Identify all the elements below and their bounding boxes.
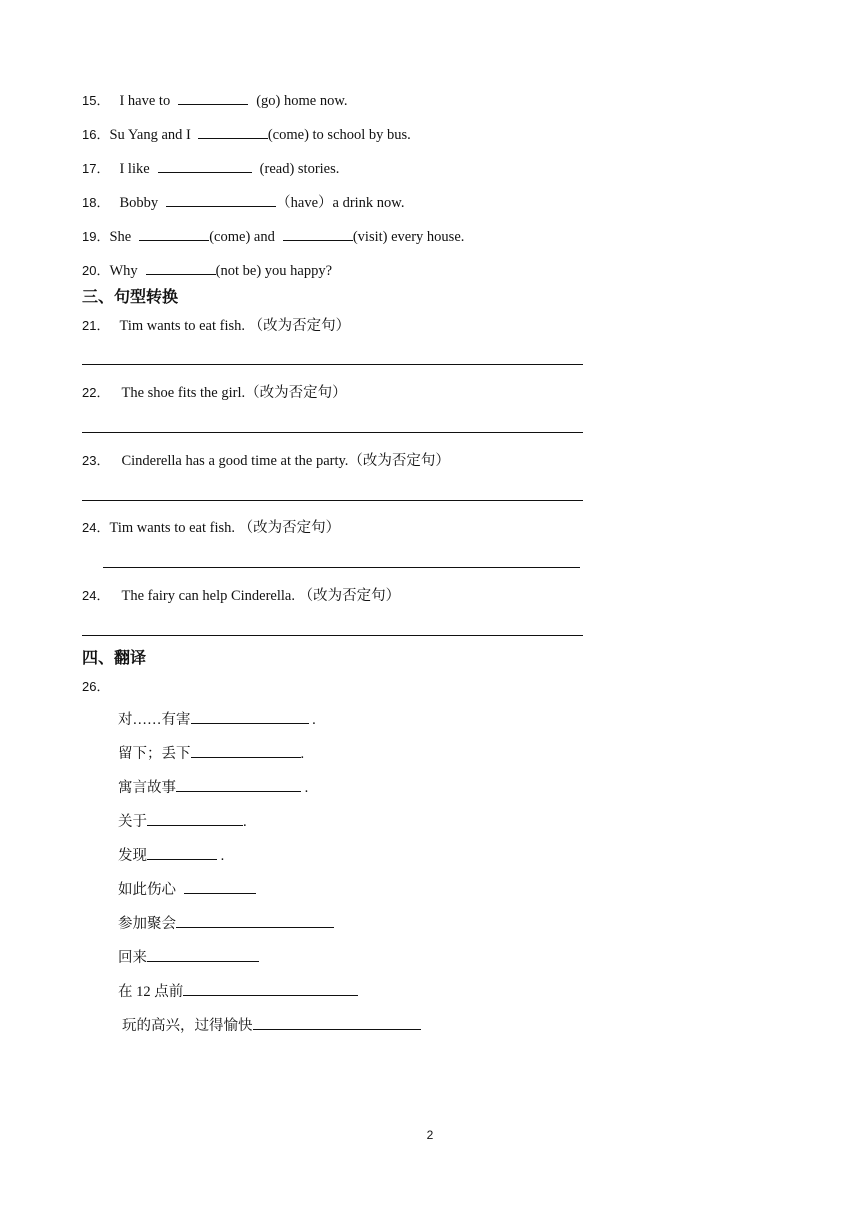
answer-blank[interactable]	[147, 811, 243, 826]
vocab-term: 关于	[118, 814, 147, 830]
vocab-term: 如此伤心	[118, 882, 180, 898]
vocab-item	[118, 981, 358, 1002]
question-text: I like	[119, 161, 150, 177]
question-text: Cinderella has a good time at the party.（改为否定句）	[121, 453, 450, 469]
question-18	[82, 192, 404, 212]
question-number: 26．	[82, 679, 110, 694]
vocab-item	[118, 743, 304, 764]
question-24a	[82, 518, 340, 538]
question-text: (read) stories.	[259, 161, 340, 177]
answer-blank[interactable]	[178, 90, 248, 105]
vocab-tail: .	[243, 814, 247, 830]
answer-blank[interactable]	[184, 879, 256, 894]
answer-blank[interactable]	[147, 947, 259, 962]
answer-line[interactable]	[82, 432, 583, 433]
vocab-term: 对……有害	[118, 712, 191, 728]
vocab-item	[118, 913, 334, 934]
question-text: (not be) you happy?	[215, 263, 333, 279]
vocab-tail: .	[300, 746, 305, 762]
question-number: 20．	[82, 263, 110, 278]
vocab-item	[118, 845, 224, 866]
question-text: Bobby	[119, 195, 159, 211]
vocab-item	[118, 811, 247, 832]
question-number: 24．	[82, 588, 110, 603]
question-number: 19．	[82, 229, 110, 244]
answer-blank[interactable]	[198, 124, 268, 139]
question-19	[82, 226, 464, 246]
answer-blank[interactable]	[176, 913, 334, 928]
vocab-tail: .	[217, 848, 225, 864]
question-text: Tim wants to eat fish. （改为否定句）	[109, 520, 341, 536]
question-17	[82, 158, 339, 178]
vocab-item	[122, 1015, 421, 1036]
answer-blank[interactable]	[183, 981, 358, 996]
vocab-term: 玩的高兴，过得愉快	[122, 1018, 253, 1034]
vocab-item	[118, 947, 259, 968]
question-text: (go) home now.	[256, 93, 348, 109]
question-text: I have to	[119, 93, 171, 109]
question-text: Why	[109, 263, 138, 279]
question-text: The fairy can help Cinderella. （改为否定句）	[121, 588, 401, 604]
question-text: （have）a drink now.	[276, 195, 405, 211]
answer-line[interactable]	[82, 364, 583, 365]
question-16	[82, 124, 411, 144]
question-15	[82, 90, 347, 110]
question-number: 17．	[82, 161, 110, 176]
answer-blank[interactable]	[283, 226, 353, 241]
answer-blank[interactable]	[166, 192, 276, 207]
question-number: 24．	[82, 520, 110, 535]
answer-line[interactable]	[82, 635, 583, 636]
section-heading: 四、翻译	[82, 648, 147, 667]
question-number: 23．	[82, 453, 110, 468]
question-text: (come) to school by bus.	[267, 127, 411, 143]
vocab-item	[118, 879, 256, 900]
vocab-term: 回来	[118, 950, 147, 966]
question-text: (come) and	[209, 229, 275, 245]
question-text: Tim wants to eat fish. （改为否定句）	[119, 318, 351, 334]
vocab-item	[118, 777, 308, 798]
question-text: (visit) every house.	[352, 229, 465, 245]
question-22	[82, 383, 347, 403]
answer-line[interactable]	[82, 500, 583, 501]
question-text: She	[109, 229, 132, 245]
question-number: 18．	[82, 195, 110, 210]
answer-blank[interactable]	[139, 226, 209, 241]
question-text: The shoe fits the girl.（改为否定句）	[121, 385, 347, 401]
answer-blank[interactable]	[191, 709, 309, 724]
question-number: 22．	[82, 385, 110, 400]
question-24b	[82, 586, 400, 606]
answer-blank[interactable]	[147, 845, 217, 860]
vocab-term: 留下；丢下	[118, 746, 191, 762]
page-number: 2	[426, 1128, 434, 1142]
answer-blank[interactable]	[176, 777, 301, 792]
question-number: 16．	[82, 127, 110, 142]
question-number: 21．	[82, 318, 110, 333]
section-heading: 三、句型转换	[82, 287, 179, 306]
question-26	[82, 677, 109, 697]
vocab-tail: .	[308, 712, 316, 728]
question-20	[82, 260, 332, 280]
vocab-tail: .	[301, 780, 309, 796]
question-number: 15．	[82, 93, 110, 108]
vocab-term: 参加聚会	[118, 916, 176, 932]
answer-blank[interactable]	[146, 260, 216, 275]
answer-blank[interactable]	[158, 158, 252, 173]
vocab-term: 寓言故事	[118, 780, 176, 796]
answer-blank[interactable]	[191, 743, 301, 758]
question-21	[82, 316, 350, 336]
vocab-item	[118, 709, 316, 730]
answer-blank[interactable]	[253, 1015, 421, 1030]
question-text: Su Yang and I	[109, 127, 191, 143]
answer-line[interactable]	[103, 567, 580, 568]
vocab-term: 在 12 点前	[118, 984, 184, 1000]
vocab-term: 发现	[118, 848, 147, 864]
question-23	[82, 451, 450, 471]
